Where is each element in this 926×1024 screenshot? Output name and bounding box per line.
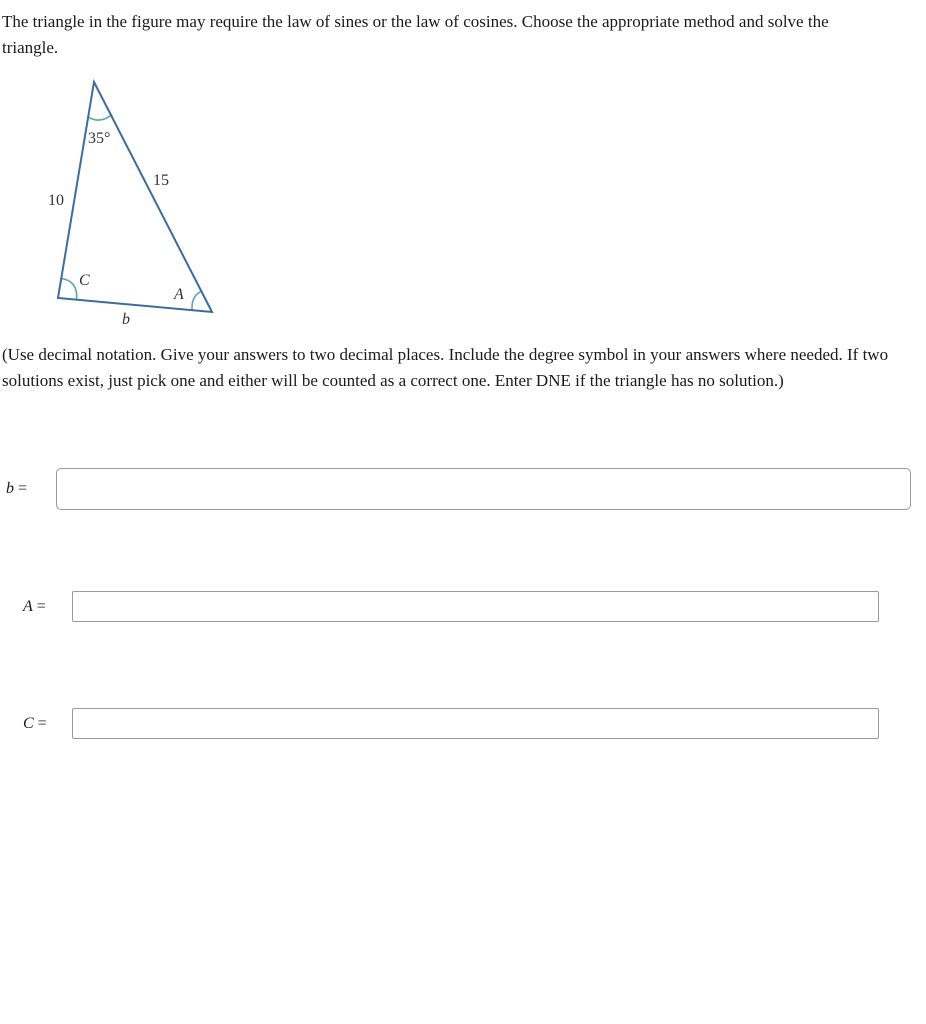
answer-input-a[interactable] [72, 591, 879, 622]
answer-label-a: A = [23, 597, 46, 615]
side-right-label: 15 [153, 172, 169, 189]
angle-arc-top [89, 115, 112, 121]
angle-arc-c [62, 279, 77, 300]
angle-a-label: A [174, 286, 184, 303]
side-bottom-label: b [122, 311, 130, 328]
triangle-figure [0, 70, 240, 340]
angle-arc-a [192, 291, 202, 310]
answer-label-b: b = [6, 480, 28, 497]
question-text: The triangle in the figure may require the law of sines or the law of cosines. Choose the appropriate method and solve the triangle. [2, 12, 829, 57]
answer-row-b [6, 468, 911, 510]
angle-top-label: 35° [88, 130, 111, 147]
answer-input-b[interactable] [56, 468, 911, 510]
answer-label-c: C = [23, 714, 47, 732]
answer-input-c[interactable] [72, 708, 879, 739]
angle-c-label: C [79, 272, 90, 289]
instructions-text: (Use decimal notation. Give your answers to two decimal places. Include the degree symbol in your answers where needed. If two solutions exist, just pick one and either will be counted as a correct one. Enter DNE if the triangle has no solution.) [2, 345, 889, 390]
answer-row-a [23, 591, 879, 622]
side-left-label: 10 [48, 192, 64, 209]
triangle-diagram [0, 70, 240, 340]
answer-row-c [23, 708, 879, 739]
